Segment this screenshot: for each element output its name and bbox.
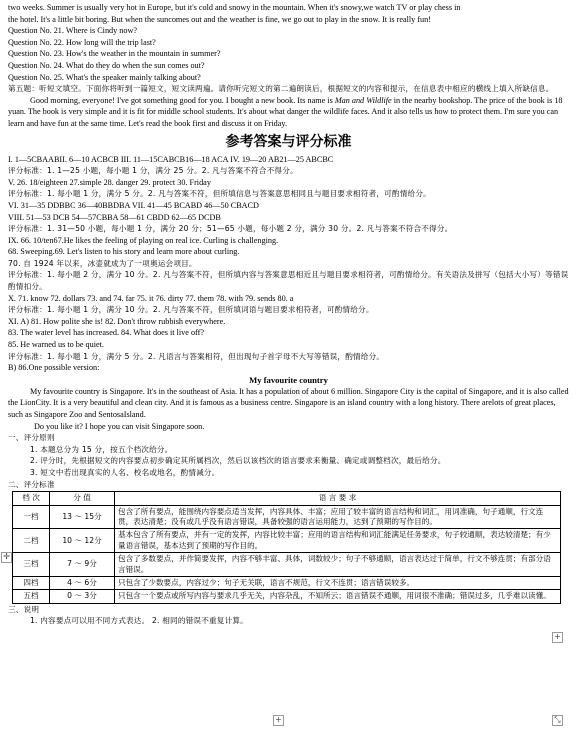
table-cell[interactable]: 包含了所有要点，能围绕内容要点适当发挥，内容具体、丰富；应用了较丰富的语言结构和词汇，用词准确，句子通顺，行文连贯，表达清楚；没有或几乎没有语言错误，具备较强的语言运用能力，达到了预期的写作目的。 bbox=[115, 505, 561, 529]
grading-note: 评分标准：1. 每小题 1 分，满分 10 分。2. 凡与答案不符，但所填词语与题目要求相符者，可酌情给分。 bbox=[8, 305, 374, 315]
grading-note: 评分标准：1. 每小题 2 分，满分 10 分。2. 凡与答案不符，但所填内容与答案意思相近且与题目要求相符者，可酌情给分。有关语法及拼写（包括大小写）等错误酌情扣分。 bbox=[8, 270, 569, 292]
answer-line: VI. 31—35 DDBBC 36—40BBDBA VII. 41—45 BCABD 46—50 CBACD bbox=[8, 200, 259, 210]
table-header-row bbox=[13, 492, 561, 505]
table-cell[interactable]: 四档 bbox=[13, 577, 50, 590]
essay-paragraph: My favourite country is Singapore. It's in the southeast of Asia. It has a population of about 6 million. Singapore City is the capital of Singapore, and it is also called the LionCity. It is a very beautiful and clean city. And it is famous as a business centre. Singapore is an island country with a long history. There arelots of great places, such as Singapore Zoo and SentosaIsland. bbox=[8, 386, 569, 419]
principle-item: 2. 评分时，先根据短文的内容要点初步确定其所属档次，然后以该档次的语言要求来衡量、确定或调整档次，最后给分。 bbox=[30, 456, 446, 466]
answer-line: B) 86.One possible version: bbox=[8, 363, 100, 373]
answer-line: VIII. 51—53 DCB 54—57CBBA 58—61 CBDD 62—65 DCDB bbox=[8, 212, 221, 222]
essay-paragraph: Do you like it? I hope you can visit Singapore soon. bbox=[34, 421, 205, 431]
notes-item: 1. 内容要点可以用不同方式表达。 2. 相同的错误不重复计算。 bbox=[30, 616, 248, 626]
table-row bbox=[13, 577, 561, 590]
answer-line: I. 1—5CBAABII. 6—10 ACBCB III. 11—15CABCB16—18 ACA IV. 19—20 AB21—25 ABCBC bbox=[8, 154, 334, 164]
table-cell[interactable]: 五档 bbox=[13, 590, 50, 603]
question-line: Question No. 24. What do they do when the sun comes out? bbox=[8, 60, 205, 70]
question-line: Question No. 22. How long will the trip last? bbox=[8, 37, 156, 47]
answer-line: 85. He warned us to be quiet. bbox=[8, 340, 104, 350]
table-cell[interactable]: 4 ～ 6分 bbox=[50, 577, 115, 590]
part5-passage bbox=[8, 95, 569, 130]
passage-text: in the nearby bookshop. The price of the book is 18 yuan. The book is very simple and it is fit for middle school students. It's about what danger the wildlife faces. And it also tells us how to protect them. I'm sure you can learn and have fun at the same time. Let's read the book first and discuss it on Friday. bbox=[8, 95, 563, 128]
grading-note: 评分标准：1. 31—50 小题，每小题 1 分，满分 20 分；51—65 小题，每小题 2 分，满分 30 分。2. 凡与答案不符合不得分。 bbox=[8, 224, 453, 234]
answer-line: IX. 66. 10/ten67.He likes the feeling of playing on real ice. Curling is challenging. bbox=[8, 235, 279, 245]
essay-title: My favourite country bbox=[249, 374, 328, 385]
table-cell[interactable]: 三档 bbox=[13, 553, 50, 577]
answer-line: 70. 自 1924 年以来，冰壶就成为了一项奥运会项目。 bbox=[8, 258, 197, 268]
answer-line: V. 26. 18/eighteen 27.simple 28. danger 29. protect 30. Friday bbox=[8, 177, 211, 187]
add-row-handle-icon[interactable]: + bbox=[273, 715, 284, 726]
grading-note: 评分标准：1. 1—25 小题，每小题 1 分，满分 25 分。2. 凡与答案不符合不得分。 bbox=[8, 166, 298, 176]
answer-line: X. 71. know 72. dollars 73. and 74. far 75. it 76. dirty 77. them 78. with 79. sends 80. a bbox=[8, 293, 294, 303]
script-line: the hotel. It's a little bit boring. But when the suncomes out and the weather is fine, we go out to play in the snow. It is really fun! bbox=[8, 14, 431, 24]
question-line: Question No. 23. How's the weather in the mountain in summer? bbox=[8, 49, 221, 59]
passage-text: Good morning, everyone! I've got something good for you. I bought a new book. Its name is bbox=[30, 95, 335, 105]
grading-note: 评分标准：1. 每小题 1 分，满分 5 分。2. 凡语言与答案相符，但出现句子首字母不大写等错误，酌情给分。 bbox=[8, 351, 385, 361]
answer-line: 83. The water level has increased. 84. What does it live off? bbox=[8, 328, 204, 338]
add-column-handle-icon[interactable]: + bbox=[552, 632, 563, 643]
grading-principles bbox=[8, 432, 569, 490]
book-title: Man and Wildlife bbox=[334, 95, 392, 105]
script-line: two weeks. Summer is usually very hot in Europe, but it's cold and snowy in the mountain. When it's snowy,we watch TV or play chess in bbox=[8, 3, 461, 12]
section-heading: 二、评分标准 bbox=[8, 479, 55, 489]
grading-note: 评分标准：1. 每小题 1 分，满分 5 分。2. 凡与答案不符，但所填信息与答案意思相同且与题目要求相符者，可酌情给分。 bbox=[8, 189, 431, 199]
table-row bbox=[13, 590, 561, 603]
principle-item: 1. 本题总分为 15 分，按五个档次给分。 bbox=[30, 444, 173, 454]
answer-key-heading: 参考答案与评分标准 bbox=[225, 133, 352, 150]
table-row bbox=[13, 529, 561, 553]
table-cell[interactable]: 0 ～ 3分 bbox=[50, 590, 115, 603]
grading-table[interactable] bbox=[12, 491, 561, 604]
principle-item: 3. 短文中若出现真实的人名、校名或地名，酌情减分。 bbox=[30, 467, 220, 477]
part5-instruction: 第五题：听短文填空。下面你将听到一篇短文，短文读两遍。请你听完短文的第二遍朗读后，根据短文的内容和提示，在信息表中相应的横线上填入所缺信息。 bbox=[8, 84, 554, 94]
table-resize-handle-icon[interactable]: ⤡ bbox=[552, 715, 563, 726]
table-row bbox=[13, 553, 561, 577]
question-line: Question No. 25. What's the speaker mainly talking about? bbox=[8, 72, 201, 82]
table-header-cell[interactable]: 档 次 bbox=[13, 492, 50, 505]
answer-line: XI. A) 81. How polite she is! 82. Don't throw rubbish everywhere. bbox=[8, 316, 226, 326]
table-cell[interactable]: 一档 bbox=[13, 505, 50, 529]
section-heading: 一、评分原则 bbox=[8, 433, 55, 443]
answer-key bbox=[8, 154, 569, 374]
table-header-cell[interactable]: 语 言 要 求 bbox=[115, 492, 561, 505]
table-header-cell[interactable]: 分 值 bbox=[50, 492, 115, 505]
table-move-handle-icon[interactable]: ✛ bbox=[1, 552, 12, 563]
table-cell[interactable]: 7 ～ 9分 bbox=[50, 553, 115, 577]
table-cell[interactable]: 13 ～ 15分 bbox=[50, 505, 115, 529]
table-cell[interactable]: 基本包含了所有要点，并有一定的发挥，内容比较丰富；应用的语言结构和词汇能满足任务要求，句子较通顺，表达较清楚；有少量语言错误，基本达到了预期的写作目的。 bbox=[115, 529, 561, 553]
document-page bbox=[8, 2, 569, 627]
table-cell[interactable]: 二档 bbox=[13, 529, 50, 553]
listening-script bbox=[8, 2, 569, 83]
question-line: Question No. 21. Where is Cindy now? bbox=[8, 26, 138, 36]
table-cell[interactable]: 只包含一个要点或所写内容与要求几乎无关，内容杂乱，不知所云；语言错误不通顺，用词很不准确；错误过多，几乎难以读懂。 bbox=[115, 590, 561, 603]
table-cell[interactable]: 只包含了少数要点，内容过少；句子无关联，语言不规范，行文不连贯；语言错误较多。 bbox=[115, 577, 561, 590]
table-row bbox=[13, 505, 561, 529]
table-cell[interactable]: 10 ～ 12分 bbox=[50, 529, 115, 553]
answer-line: 68. Sweeping.69. Let's listen to his story and learn more about curling. bbox=[8, 247, 240, 257]
table-cell[interactable]: 包含了多数要点，并作简要发挥，内容不够丰富、具体，词数较少；句子不够通顺，语言表达过于简单，行文不够连贯；有部分语言错误。 bbox=[115, 553, 561, 577]
section-heading: 三、说明 bbox=[8, 604, 40, 614]
